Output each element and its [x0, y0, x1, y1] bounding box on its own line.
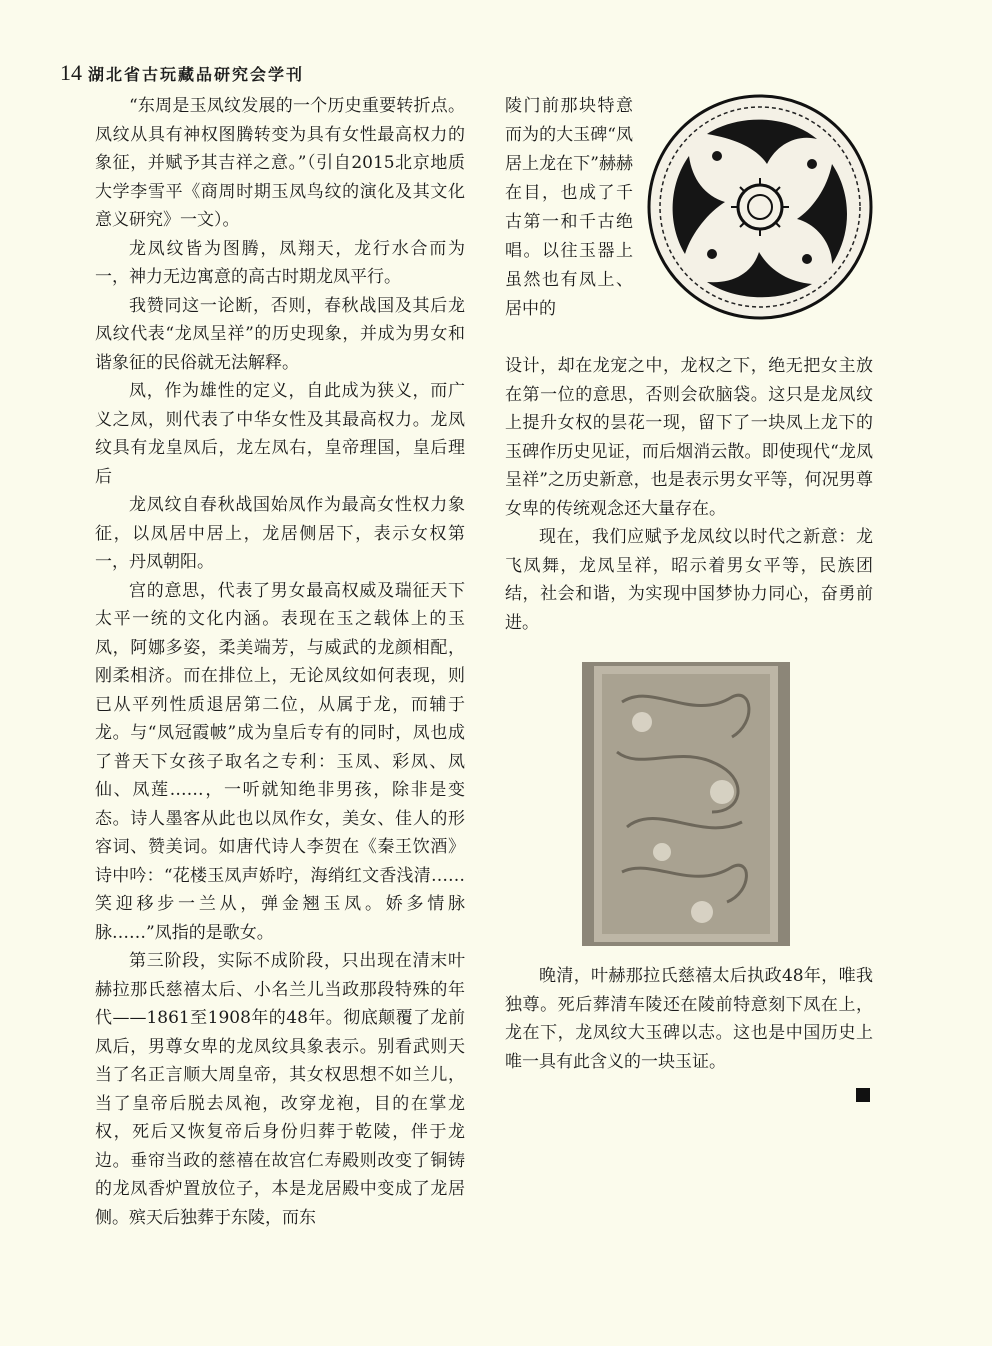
- paragraph: 龙凤纹自春秋战国始凤作为最高女性权力象征，以凤居中居上，龙居侧居下，表示女权第一，丹凤朝阳。: [95, 495, 465, 572]
- paragraph: 晚清，叶赫那拉氏慈禧太后执政48年，唯我独尊。死后葬清车陵还在陵前特意刻下凤在上，龙在下，龙凤纹大玉碑以志。这也是中国历史上唯一具有此含义的一块玉证。: [505, 966, 873, 1072]
- paragraph: 龙凤纹皆为图腾，凤翔天，龙行水合而为一，神力无边寓意的高古时期龙凤平行。: [95, 238, 465, 287]
- page-header: [60, 60, 304, 86]
- right-column-lower: [505, 962, 873, 1076]
- right-narrow-text: 陵门前那块特意而为的大玉碑“凤居上龙在下”赫赫在目，也成了千古第一和千古绝唱。以往玉器上虽然也有凤上、居中的: [505, 96, 633, 319]
- paragraph: 宫的意思，代表了男女最高权威及瑞征天下太平一统的文化内涵。表现在玉之载体上的玉凤，阿娜多姿，柔美端芳，与威武的龙颜相配，刚柔相济。而在排位上，无论凤纹如何表现，则已从平列性质退居第二位，从属于龙，而辅于龙。与“凤冠霞帔”成为皇后专有的同时，凤也成了普天下女孩子取名之专利：玉凤、彩凤、凤仙、凤莲……，一听就知绝非男孩，除非是变态。诗人墨客从此也以凤作女，美女、佳人的形容词、赞美词。如唐代诗人李贺在《秦王饮酒》诗中吟：“花楼玉凤声娇咛，海绡红文香浅清……笑迎移步一兰从，弹金翘玉凤。娇多情脉脉……”凤指的是歌女。: [95, 580, 465, 943]
- carved-stele-photo: [582, 662, 790, 946]
- end-of-article-mark: [856, 1088, 870, 1102]
- paragraph: 凤，作为雄性的定义，自此成为狭义，而广义之凤，则代表了中华女性及其最高权力。龙凤纹具有龙皇凤后，龙左凤右，皇帝理国，皇后理后: [95, 381, 465, 487]
- dragon-phoenix-roundel-image: [647, 94, 873, 320]
- paragraph: “东周是玉凤纹发展的一个历史重要转折点。凤纹从具有神权图腾转变为具有女性最高权力的象征，并赋予其吉祥之意。”（引自2015北京地质大学李雪平《商周时期玉凤鸟纹的演化及其文化意义研究》一文）。: [95, 96, 465, 230]
- paragraph: 现在，我们应赋予龙凤纹以时代之新意：龙飞凤舞，龙凤呈祥，昭示着男女平等，民族团结，社会和谐，为实现中国梦协力同心，奋勇前进。: [505, 527, 873, 633]
- journal-title: 湖北省古玩藏品研究会学刊: [88, 65, 305, 84]
- paragraph: 第三阶段，实际不成阶段，只出现在清末叶赫拉那氏慈禧太后、小名兰儿当政那段特殊的年代——1861至1908年的48年。彻底颠覆了龙前凤后，男尊女卑的龙凤纹具象表示。别看武则天当了名正言顺大周皇帝，其女权思想不如兰儿，当了皇帝后脱去凤袍，改穿龙袍，目的在掌龙权，死后又恢复帝后身份归葬于乾陵，伴于龙边。垂帘当政的慈禧在故宫仁寿殿则改变了铜铸的龙凤香炉置放位子，本是龙居殿中变成了龙居侧。殡天后独葬于东陵，而东: [95, 951, 465, 1228]
- right-column: [505, 352, 873, 637]
- paragraph: 我赞同这一论断，否则，春秋战国及其后龙凤纹代表“龙凤呈祥”的历史现象，并成为男女和谐象征的民俗就无法解释。: [95, 295, 465, 373]
- page-number: 14: [60, 60, 82, 85]
- paragraph: 设计，却在龙宠之中，龙权之下，绝无把女主放在第一位的意思，否则会砍脑袋。这只是龙凤纹上提升女权的昙花一现，留下了一块凤上龙下的玉碑作历史见证，而后烟消云散。即使现代“龙凤呈祥”之历史新意，也是表示男女平等，何况男尊女卑的传统观念还大量存在。: [505, 356, 873, 519]
- left-column: [95, 92, 465, 1232]
